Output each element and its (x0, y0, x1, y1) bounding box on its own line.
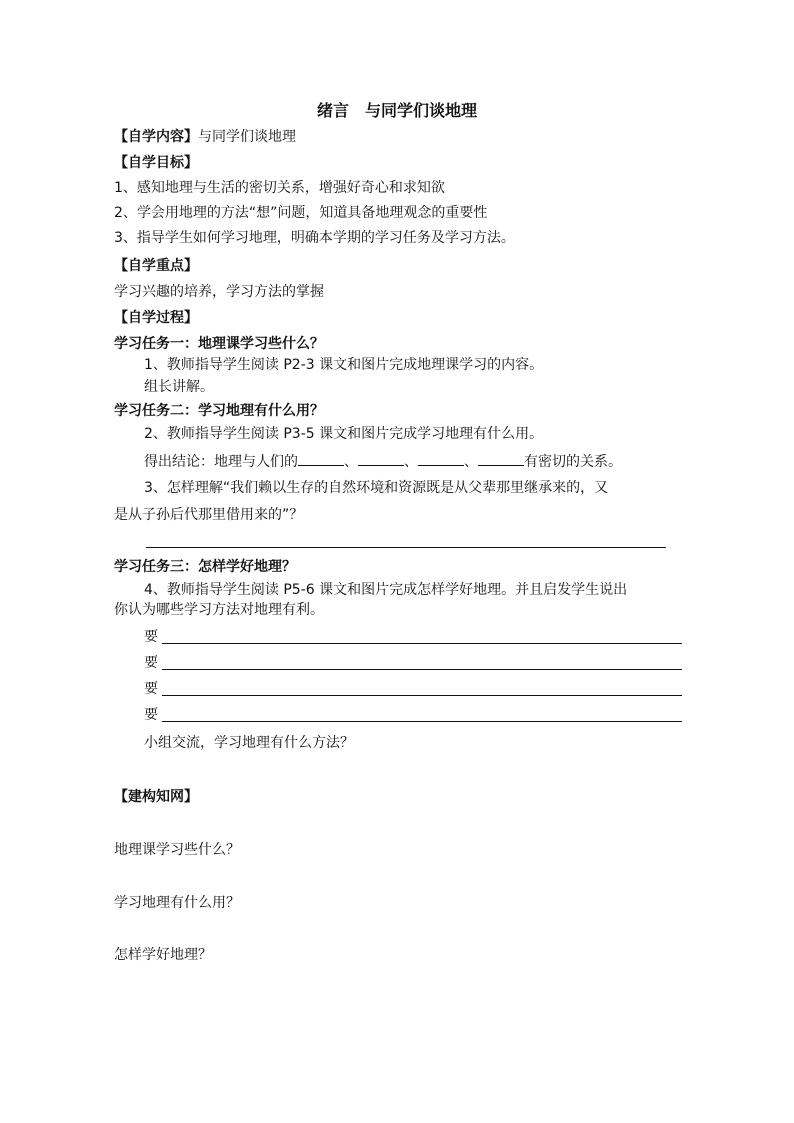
method-label: 要 (144, 707, 158, 723)
blank-field-1[interactable] (298, 451, 344, 466)
process-heading: 【自学过程】 (114, 310, 198, 326)
network-question-1: 地理课学习些什么？ (114, 842, 240, 858)
task3-instruction-line1: 4、教师指导学生阅读 P5-6 课文和图片完成怎样学好地理。并且启发学生说出 (144, 582, 628, 598)
blank-field-4[interactable] (478, 451, 524, 466)
separator: 、 (344, 454, 358, 470)
network-question-2: 学习地理有什么用？ (114, 895, 240, 911)
method-row[interactable] (144, 705, 682, 725)
question3-line2: 是从子孙后代那里借用来的”？ (114, 507, 304, 523)
blank-field-3[interactable] (418, 451, 464, 466)
keypoint-text: 学习兴趣的培养，学习方法的掌握 (114, 284, 324, 300)
page-title: 绪言 与同学们谈地理 (316, 101, 477, 120)
method-label: 要 (144, 629, 158, 645)
task3-instruction-line2: 你认为哪些学习方法对地理有利。 (114, 602, 324, 618)
content-label: 【自学内容】 (114, 129, 198, 145)
method-row[interactable] (144, 679, 682, 699)
goal-item-2: 2、学会用地理的方法“想”问题，知道具备地理观念的重要性 (114, 205, 488, 221)
conclusion-suffix: 有密切的关系。 (524, 454, 622, 470)
separator: 、 (464, 454, 478, 470)
content-text: 与同学们谈地理 (198, 129, 296, 145)
network-heading: 【建构知网】 (114, 789, 198, 805)
network-question-3: 怎样学好地理？ (114, 947, 212, 963)
method-row[interactable] (144, 627, 682, 647)
keypoint-heading: 【自学重点】 (114, 258, 198, 274)
question3-line1: 3、怎样理解“我们赖以生存的自然环境和资源既是从父辈那里继承来的，又 (144, 480, 609, 496)
goal-item-1: 1、感知地理与生活的密切关系，增强好奇心和求知欲 (114, 180, 445, 196)
answer-line[interactable] (146, 547, 666, 548)
discussion-prompt: 小组交流，学习地理有什么方法？ (144, 735, 354, 751)
method-answer-line[interactable] (162, 695, 682, 696)
method-row[interactable] (144, 653, 682, 673)
method-answer-line[interactable] (162, 721, 682, 722)
task2-heading: 学习任务二：学习地理有什么用？ (114, 403, 324, 419)
task1-instruction: 1、教师指导学生阅读 P2-3 课文和图片完成地理课学习的内容。 (144, 357, 544, 373)
goal-item-3: 3、指导学生如何学习地理，明确本学期的学习任务及学习方法。 (114, 230, 515, 246)
method-label: 要 (144, 655, 158, 671)
method-answer-line[interactable] (162, 669, 682, 670)
task3-heading: 学习任务三：怎样学好地理？ (114, 559, 296, 575)
blank-field-2[interactable] (358, 451, 404, 466)
method-answer-line[interactable] (162, 643, 682, 644)
method-label: 要 (144, 681, 158, 697)
task1-heading: 学习任务一：地理课学习些什么？ (114, 336, 324, 352)
separator: 、 (404, 454, 418, 470)
task1-note: 组长讲解。 (144, 379, 214, 395)
conclusion-prefix: 得出结论：地理与人们的 (144, 454, 298, 470)
content-line (114, 127, 296, 147)
task2-instruction: 2、教师指导学生阅读 P3-5 课文和图片完成学习地理有什么用。 (144, 426, 544, 442)
conclusion-line (144, 451, 622, 472)
goals-heading: 【自学目标】 (114, 155, 198, 171)
